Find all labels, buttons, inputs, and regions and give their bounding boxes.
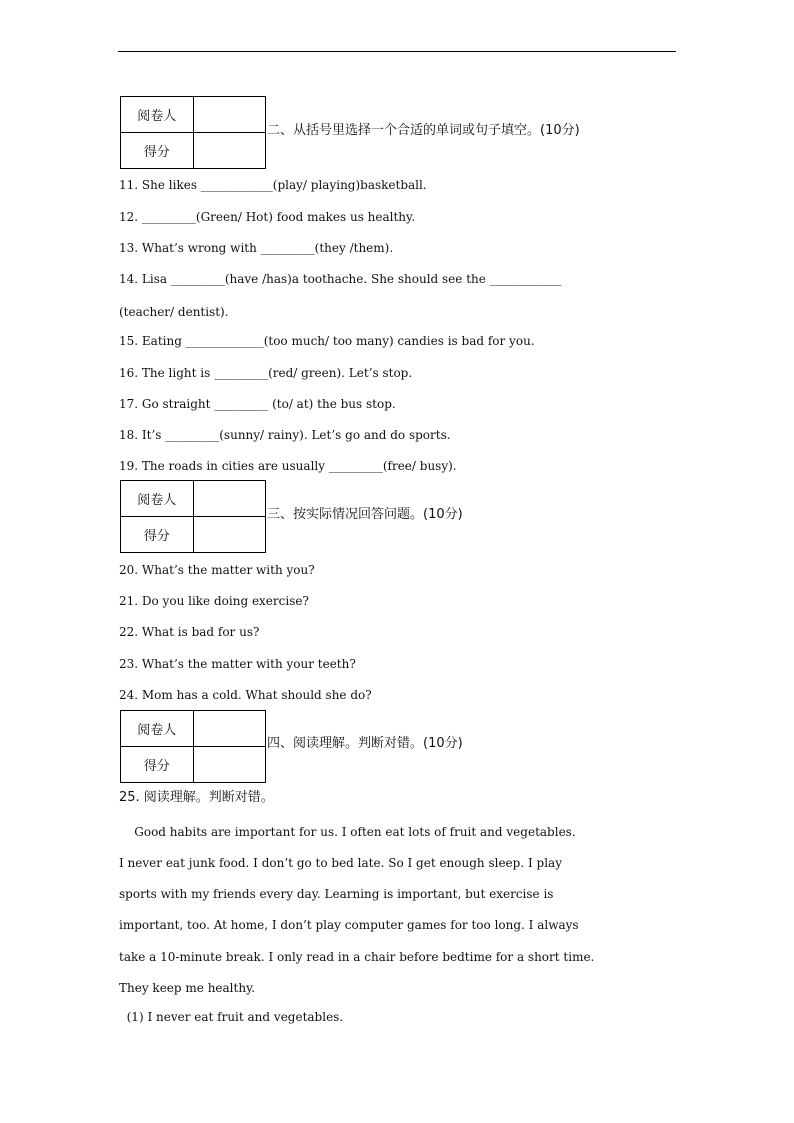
passage-line: important, too. At home, I don’t play computer games for too long. I always — [119, 918, 579, 932]
grader-label: 阅卷人 — [121, 481, 194, 517]
passage-line: I never eat junk food. I don’t go to bed late. So I get enough sleep. I play — [119, 856, 562, 870]
score-label: 得分 — [121, 747, 194, 783]
header-rule — [118, 51, 676, 52]
question-20: 20. What’s the matter with you? — [119, 563, 315, 577]
question-22: 22. What is bad for us? — [119, 625, 260, 639]
passage-line: take a 10-minute break. I only read in a chair before bedtime for a short time. — [119, 950, 595, 964]
question-13: 13. What’s wrong with _________(they /them). — [119, 241, 394, 255]
grader-cell[interactable] — [193, 711, 265, 747]
grader-cell[interactable] — [193, 97, 265, 133]
section-4-title: 四、阅读理解。判断对错。(10分) — [267, 736, 463, 751]
section-2-title: 二、从括号里选择一个合适的单词或句子填空。(10分) — [267, 123, 580, 138]
question-17: 17. Go straight _________ (to/ at) the bus stop. — [119, 397, 396, 411]
passage-line: They keep me healthy. — [119, 981, 256, 995]
passage-line: sports with my friends every day. Learning is important, but exercise is — [119, 887, 554, 901]
grader-cell[interactable] — [193, 481, 265, 517]
question-12: 12. _________(Green/ Hot) food makes us healthy. — [119, 210, 416, 224]
question-14-cont: (teacher/ dentist). — [119, 305, 229, 319]
score-label: 得分 — [121, 517, 194, 553]
question-25: 25. 阅读理解。判断对错。 — [119, 790, 274, 805]
question-19: 19. The roads in cities are usually _________(free/ busy). — [119, 459, 457, 473]
question-21: 21. Do you like doing exercise? — [119, 594, 309, 608]
question-24: 24. Mom has a cold. What should she do? — [119, 688, 372, 702]
grader-label: 阅卷人 — [121, 97, 194, 133]
question-14: 14. Lisa _________(have /has)a toothache. She should see the ____________ — [119, 272, 562, 286]
section-3-title: 三、按实际情况回答问题。(10分) — [267, 507, 463, 522]
score-cell[interactable] — [193, 133, 265, 169]
grader-label: 阅卷人 — [121, 711, 194, 747]
question-23: 23. What’s the matter with your teeth? — [119, 657, 356, 671]
score-box-section-2 — [120, 96, 266, 169]
question-11: 11. She likes ____________(play/ playing)basketball. — [119, 178, 427, 192]
passage-line: Good habits are important for us. I often eat lots of fruit and vegetables. — [119, 825, 576, 839]
question-15: 15. Eating _____________(too much/ too many) candies is bad for you. — [119, 334, 535, 348]
score-box-section-4 — [120, 710, 266, 783]
question-16: 16. The light is _________(red/ green). Let’s stop. — [119, 366, 413, 380]
question-25-1: (1) I never eat fruit and vegetables. — [119, 1010, 344, 1024]
score-label: 得分 — [121, 133, 194, 169]
score-box-section-3 — [120, 480, 266, 553]
score-cell[interactable] — [193, 747, 265, 783]
question-18: 18. It’s _________(sunny/ rainy). Let’s go and do sports. — [119, 428, 451, 442]
score-cell[interactable] — [193, 517, 265, 553]
